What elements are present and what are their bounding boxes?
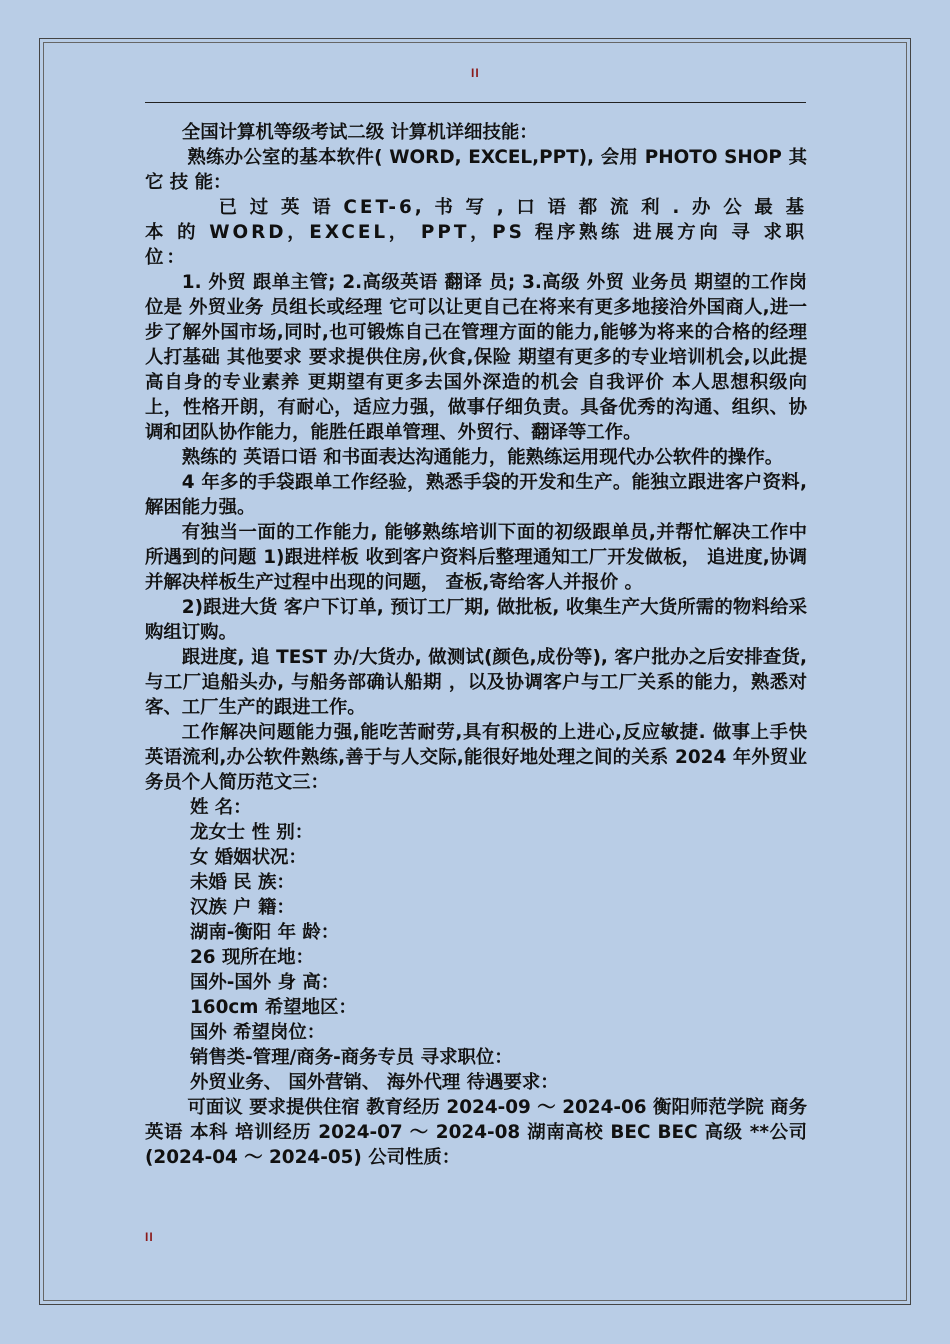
paragraph-computer-skills: 全国计算机等级考试二级 计算机详细技能： — [181, 122, 538, 143]
paragraph-self-summary: 工作解决问题能力强,能吃苦耐劳,具有积极的上进心,反应敏捷. 做事上手快 英语流利,办公软件熟练,善于与人交际,能很好地处理之间的关系 2024 年外贸业务员个人简历范文三： — [145, 722, 807, 793]
profile-item: 国外 希望岗位： — [190, 1022, 326, 1043]
profile-item: 26 现所在地： — [190, 947, 314, 968]
paragraph-english-level: 已 过 英 语 CET-6, 书 写 , 口 语 都 流 利 . 办 公 最 基 本 的 WORD，EXCEL， PPT，PS 程序熟练 进展方向 寻 求职 位： — [145, 197, 807, 268]
paragraph-career-goal: 1. 外贸 跟单主管; 2.高级英语 翻译 员; 3.高级 外贸 业务员 期望的工作岗位是 外贸业务 员组长或经理 它可以让更自己在将来有更多地接洽外国商人,进一步了解外国市场,同时,也可锻炼自己在管理方面的能力,能够为将来的合格的经理人打基础 其他要求 要求提供住房,伙食,保险 期望有更多的专业培训机会,以此提高自身的专业素养 更期望有更多去国外深造的机会 自我评价 本人思想积级向上，性格开朗，有耐心，适应力强，做事仔细负责。具备优秀的沟通、组织、协调和团队协作能力，能胜任跟单管理、外贸行、翻译等工作。 — [145, 272, 807, 443]
header-rule — [145, 102, 806, 103]
profile-item: 汉族 户 籍： — [190, 897, 295, 918]
footer-page-mark: II — [145, 1230, 154, 1244]
paragraph-bulk-follow-up: 2)跟进大货 客户下订单, 预订工厂期, 做批板, 收集生产大货所需的物料给采购组订购。 — [145, 597, 807, 643]
profile-item: 外贸业务、 国外营销、 海外代理 待遇要求： — [190, 1072, 559, 1093]
profile-item: 销售类-管理/商务-商务专员 寻求职位： — [190, 1047, 513, 1068]
paragraph-education-training: 可面议 要求提供住宿 教育经历 2024-09 ～ 2024-06 衡阳师范学院 商务英语 本科 培训经历 2024-07 ～ 2024-08 湖南高校 BEC BEC 高级 **公司 (2024-04 ～ 2024-05) 公司性质： — [145, 1097, 807, 1168]
document-body — [145, 120, 807, 1170]
profile-item: 未婚 民 族： — [190, 872, 295, 893]
profile-item: 龙女士 性 别： — [190, 822, 314, 843]
paragraph-sample-follow-up: 有独当一面的工作能力, 能够熟练培训下面的初级跟单员,并帮忙解决工作中所遇到的问题 1)跟进样板 收到客户资料后整理通知工厂开发做板， 追进度,协调并解决样板生产过程中出现的问题， 查板,寄给客人并报价 。 — [145, 522, 807, 593]
profile-item: 女 婚姻状况： — [190, 847, 307, 868]
paragraph-experience: 4 年多的手袋跟单工作经验，熟悉手袋的开发和生产。能独立跟进客户资料,解困能力强。 — [145, 472, 807, 518]
paragraph-progress-follow-up: 跟进度, 追 TEST 办/大货办, 做测试(颜色,成份等), 客户批办之后安排查货, 与工厂追船头办, 与船务部确认船期 ，以及协调客户与工厂关系的能力，熟悉对客、工厂生产的跟进工作。 — [145, 647, 807, 718]
paragraph-english-ability: 熟练的 英语口语 和书面表达沟通能力，能熟练运用现代办公软件的操作。 — [181, 447, 784, 468]
profile-item: 姓 名： — [190, 797, 252, 818]
profile-item: 国外-国外 身 高： — [190, 972, 340, 993]
profile-item: 湖南-衡阳 年 龄： — [190, 922, 340, 943]
profile-item: 160cm 希望地区： — [190, 997, 357, 1018]
paragraph-office-software: 熟练办公室的基本软件( WORD, EXCEL,PPT), 会用 PHOTO SHOP 其 它 技 能： — [145, 147, 807, 193]
header-page-mark: II — [471, 66, 480, 80]
